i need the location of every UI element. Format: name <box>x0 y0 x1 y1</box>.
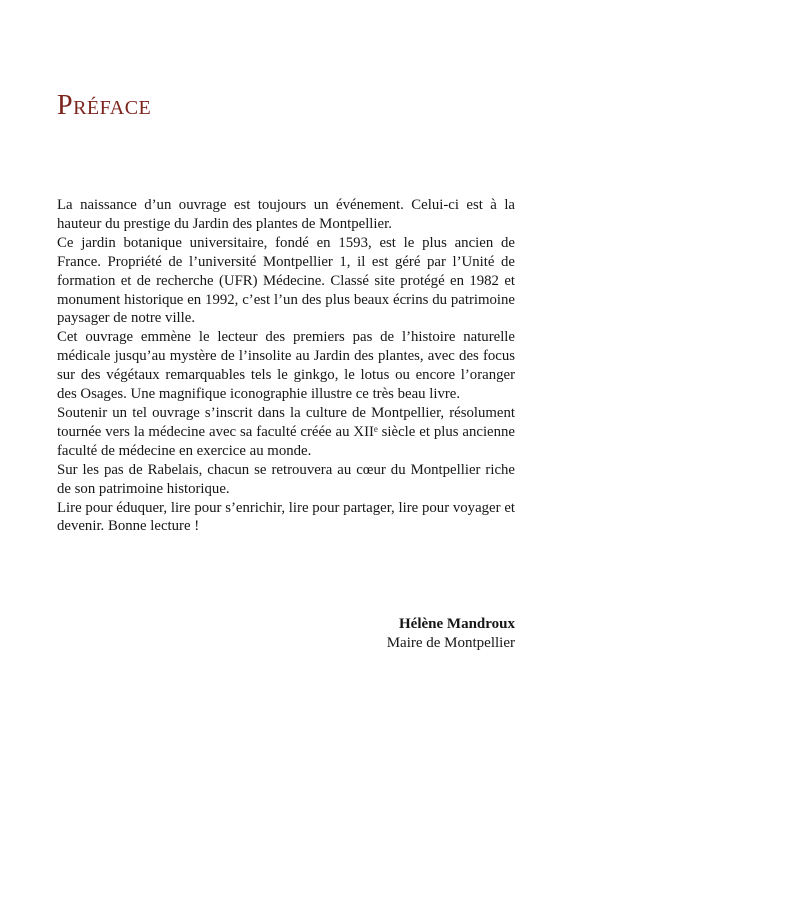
signature-block <box>57 615 515 653</box>
signature-name: Hélène Mandroux <box>399 616 515 633</box>
paragraph: Cet ouvrage emmène le lecteur des premiers pas de l’histoire naturelle médicale jusqu’au mystère de l’insolite au Jardin des plantes, avec des focus sur des végétaux remarquables tels le ginkgo, le lotus ou encore l’oranger des Osages. Une magnifique iconographie illustre ce très beau livre. <box>57 329 515 403</box>
page-content <box>57 92 515 653</box>
paragraph: Sur les pas de Rabelais, chacun se retrouvera au cœur du Montpellier riche de son patrimoine historique. <box>57 461 515 497</box>
signature-role: Maire de Montpellier <box>386 635 515 652</box>
paragraph: La naissance d’un ouvrage est toujours un événement. Celui-ci est à la hauteur du prestige du Jardin des plantes de Montpellier. <box>57 197 515 232</box>
page-title: Préface <box>57 90 152 121</box>
paragraph: Soutenir un tel ouvrage s’inscrit dans la culture de Montpellier, résolument tournée vers la médecine avec sa faculté créée au XIIᵉ siècle et plus ancienne faculté de médecine en exercice au monde. <box>57 404 515 459</box>
paragraph: Lire pour éduquer, lire pour s’enrichir, lire pour partager, lire pour voyager et devenir. Bonne lecture ! <box>57 499 515 535</box>
paragraph: Ce jardin botanique universitaire, fondé en 1593, est le plus ancien de France. Propriété de l’université Montpellier 1, il est géré par l’Unité de formation et de recherche (UFR) Médecine. Classé site protégé en 1982 et monument historique en 1992, c’est l’un des plus beaux écrins du patrimoine paysager de notre ville. <box>57 234 515 327</box>
preface-body <box>57 196 515 536</box>
